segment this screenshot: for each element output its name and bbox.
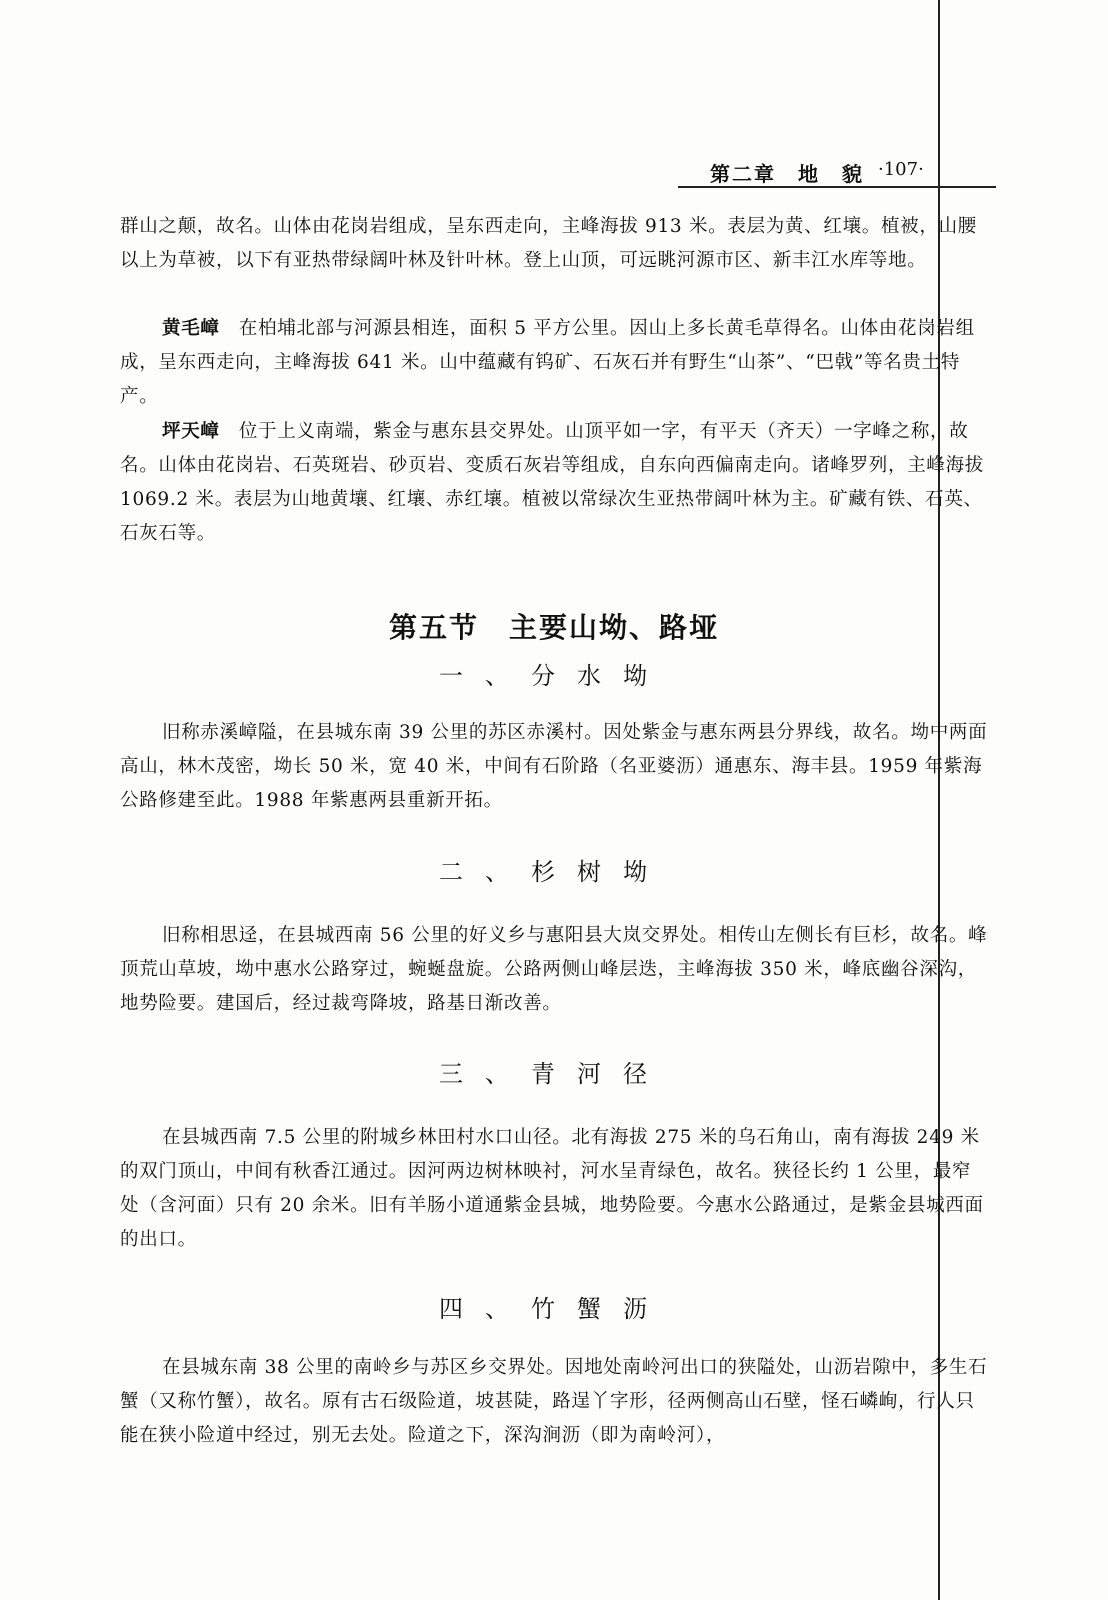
chapter-title: 第二章 地 貌 xyxy=(710,162,864,186)
paragraph-continuation: 群山之颠，故名。山体由花岗岩组成，呈东西走向，主峰海拔 913 米。表层为黄、红壤。植被，山腰以上为草被，以下有亚热带绿阔叶林及针叶林。登上山顶，可远眺河源市区、新丰江水库等地。 xyxy=(120,216,977,271)
term-pingtianzhang: 坪天嶂 xyxy=(162,421,220,442)
subsection-text-3: 在县城西南 7.5 公里的附城乡林田村水口山径。北有海拔 275 米的乌石角山，南有海拔 249 米的双门顶山，中间有秋香江通过。因河两边树林映衬，河水呈青绿色，故名。狭径长约 1 公里，最窄处（含河面）只有 20 余米。旧有羊肠小道通紫金县城，地势险要。今惠水公路通过，是紫金县城西面的出口。 xyxy=(120,1127,984,1250)
subsection-text-1: 旧称赤溪嶂隘，在县城东南 39 公里的苏区赤溪村。因处紫金与惠东两县分界线，故名。坳中两面高山，林木茂密，坳长 50 米，宽 40 米，中间有石阶路（名亚婆沥）通惠东、海丰县。1959 年紫海公路修建至此。1988 年紫惠两县重新开拓。 xyxy=(120,722,988,811)
paragraph-pingtianzhang-text: 位于上义南端，紫金与惠东县交界处。山顶平如一字，有平天（齐天）一字峰之称，故名。山体由花岗岩、石英斑岩、砂页岩、变质石灰岩等组成，自东向西偏南走向。诸峰罗列，主峰海拔 1069.2 米。表层为山地黄壤、红壤、赤红壤。植被以常绿次生亚热带阔叶林为主。矿藏有铁、石英、石灰石等。 xyxy=(120,421,985,544)
section-title: 第五节 主要山坳、路垭 xyxy=(388,611,719,644)
subsection-text-2: 旧称相思迳，在县城西南 56 公里的好义乡与惠阳县大岚交界处。相传山左侧长有巨杉，故名。峰顶荒山草坡，坳中惠水公路穿过，蜿蜒盘旋。公路两侧山峰层迭，主峰海拔 350 米，峰底幽谷深沟，地势险要。建国后，经过裁弯降坡，路基日渐改善。 xyxy=(120,925,988,1014)
paragraph-pingtianzhang xyxy=(120,415,990,551)
subsection-title-3: 三、青河径 xyxy=(439,1060,669,1088)
running-header xyxy=(678,150,996,188)
page-number: ·107· xyxy=(878,159,924,180)
subsection-title-4: 四、竹蟹沥 xyxy=(439,1295,669,1323)
paragraph-huangmaozhang xyxy=(120,312,990,414)
subsection-title-2: 二、杉树坳 xyxy=(439,858,669,886)
term-huangmaozhang: 黄毛嶂 xyxy=(162,318,220,339)
subsection-title-1: 一、分水坳 xyxy=(439,662,669,690)
subsection-text-4: 在县城东南 38 公里的南岭乡与苏区乡交界处。因地处南岭河出口的狭隘处，山沥岩隙中，多生石蟹（又称竹蟹），故名。原有古石级险道，坡甚陡，路逞丫字形，径两侧高山石壁，怪石嶙峋，行人只能在狭小险道中经过，别无去处。险道之下，深沟涧沥（即为南岭河）， xyxy=(120,1357,988,1446)
paragraph-huangmaozhang-text: 在柏埔北部与河源县相连，面积 5 平方公里。因山上多长黄毛草得名。山体由花岗岩组成，呈东西走向，主峰海拔 641 米。山中蕴藏有钨矿、石灰石并有野生“山茶”、“巴戟”等名贵土特产。 xyxy=(120,318,975,407)
